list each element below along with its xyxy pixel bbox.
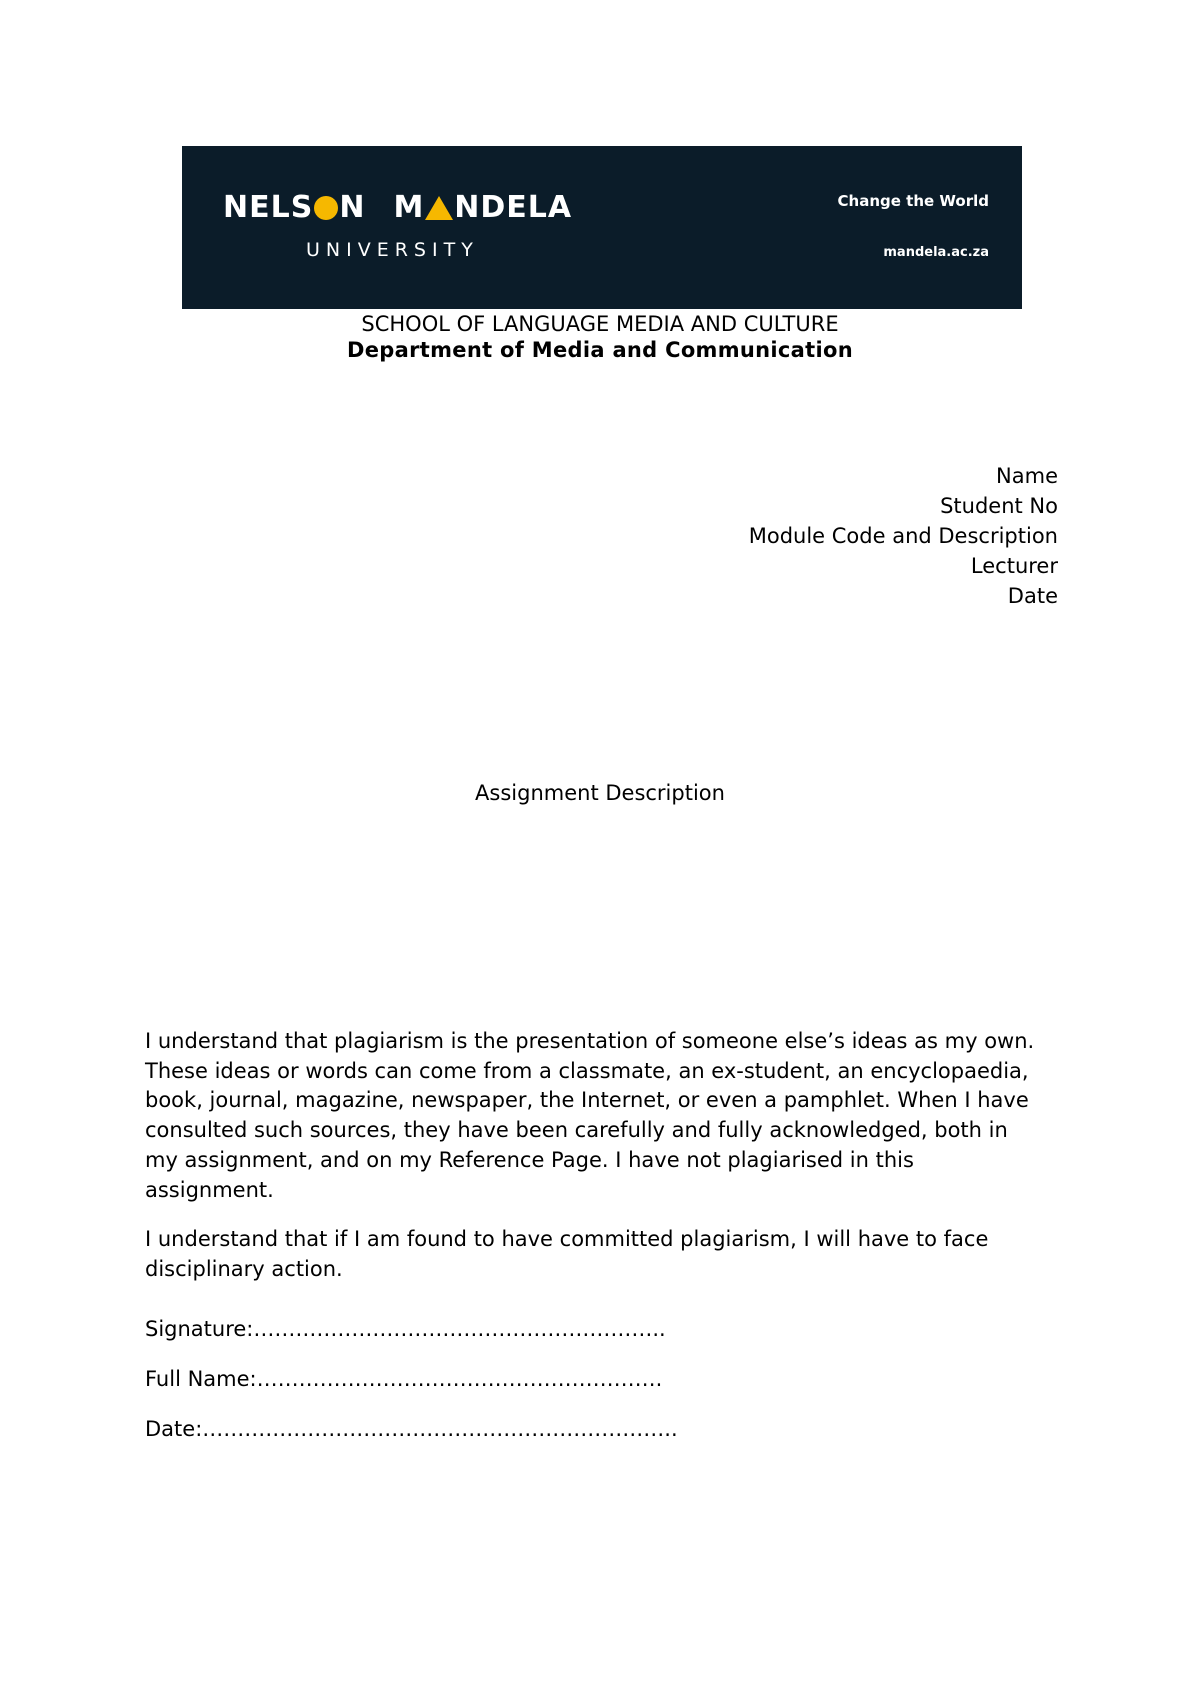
logo-text-m: M — [393, 190, 425, 225]
logo-text-n: N — [339, 190, 366, 225]
university-logo — [223, 190, 572, 225]
school-title: SCHOOL OF LANGUAGE MEDIA AND CULTURE — [361, 312, 839, 336]
logo-text-ndela: NDELA — [454, 190, 573, 225]
tagline: Change the World — [837, 192, 989, 210]
declaration-paragraph-1: I understand that plagiarism is the presentation of someone else’s ideas as my own. These ideas or words can come from a classmate, an ex-student, an encyclopaedia, book, journal, magazine, newspaper, the Internet, or even a pamphlet. When I have consulted such sources, they have been carefully and fully acknowledged, both in my assignment, and on my Reference Page. I have not plagiarised in this assignment. — [145, 1029, 1035, 1202]
date-line: Date:………………………………………………………….. — [145, 1417, 678, 1441]
logo-triangle-icon — [425, 196, 453, 220]
university-banner — [182, 146, 1022, 309]
signature-line: Signature:………………………………………………….. — [145, 1317, 666, 1341]
field-date-label: Date — [1007, 584, 1058, 608]
department-title: Department of Media and Communication — [347, 338, 853, 362]
field-lecturer-label: Lecturer — [970, 554, 1058, 578]
full-name-line: Full Name:…………………………………………………. — [145, 1367, 663, 1391]
logo-text-nels: NELS — [223, 190, 314, 225]
student-details — [749, 461, 1058, 611]
field-name-label: Name — [996, 464, 1058, 488]
website-text: mandela.ac.za — [883, 245, 989, 260]
field-module-label: Module Code and Description — [748, 524, 1058, 548]
field-student-no-label: Student No — [940, 494, 1058, 518]
logo-university: UNIVERSITY — [306, 239, 479, 261]
logo-word-mandela — [393, 190, 572, 225]
plagiarism-declaration — [145, 1027, 1045, 1305]
logo-word-nelson — [223, 190, 365, 225]
declaration-paragraph-2: I understand that if I am found to have committed plagiarism, I will have to face disciplinary action. — [145, 1227, 989, 1281]
assignment-description: Assignment Description — [475, 781, 725, 805]
logo-circle-icon — [314, 196, 338, 220]
